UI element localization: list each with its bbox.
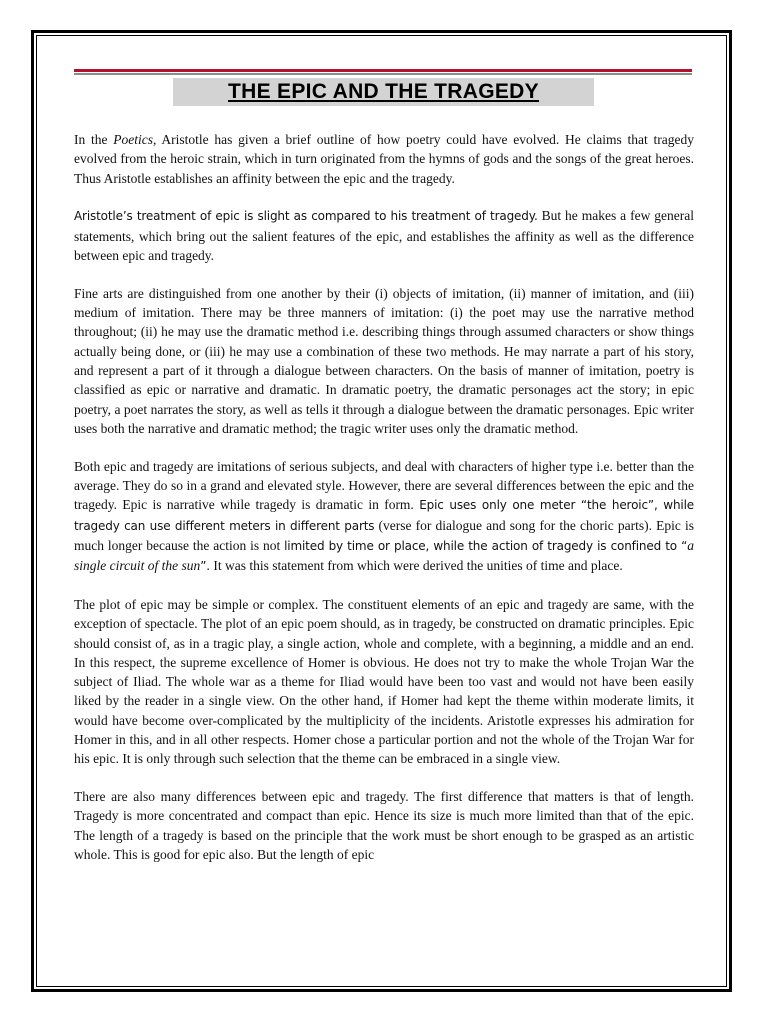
paragraph-1 bbox=[74, 130, 694, 188]
poetics-title: Poetics bbox=[113, 132, 153, 147]
paragraph-4-part-c: (verse for dialogue and song for the choric parts). Epic is much longer because the action is not bbox=[74, 517, 694, 553]
paragraph-1-lead: In the bbox=[74, 132, 114, 147]
paragraph-2 bbox=[74, 206, 694, 265]
single-circuit-quote: a single circuit of the sun bbox=[74, 537, 694, 574]
paragraph-2-text: But he makes a few general statements, which bring out the salient features of the epic, and establishes the affinity as well as the difference between epic and tragedy. bbox=[74, 208, 694, 263]
paragraph-4-part-g: It was this statement from which were derived the unities of time and place. bbox=[209, 558, 623, 574]
paragraph-6: There are also many differences between epic and tragedy. The first difference that matters is that of length. Tragedy is more concentrated and compact than epic. Hence its size is much more limited than that of the epic. The length of a tragedy is based on the principle that the work must be short enough to be grasped as an artistic whole. This is good for epic also. But the length of epic bbox=[74, 789, 694, 862]
paragraph-4 bbox=[74, 457, 694, 577]
header-rule-red bbox=[74, 69, 692, 72]
title-highlight bbox=[173, 78, 594, 106]
page-title: THE EPIC AND THE TRAGEDY bbox=[228, 80, 539, 103]
paragraph-4-part-a: Both epic and tragedy are imitations of serious subjects, and deal with characters of higher type i.e. better than the average. They do so in a grand and elevated style. However, there are several differences between the epic and the tragedy. Epic is narrative while tragedy is dramatic in form. bbox=[74, 458, 694, 513]
paragraph-4-part-f: ”. bbox=[200, 559, 210, 574]
paragraph-1-text: , Aristotle has given a brief outline of how poetry could have evolved. He claims that tragedy evolved from the heroic strain, which in turn originated from the hymns of gods and the songs of the great heroes. Thus Aristotle establishes an affinity between the epic and the tragedy. bbox=[74, 132, 694, 186]
paragraph-3: Fine arts are distinguished from one another by their (i) objects of imitation, (ii) manner of imitation, and (iii) medium of imitation. There may be three manners of imitation: (i) the poet may use the narrative method throughout; (ii) he may use the dramatic method i.e. describing things through assumed characters or show things actually being done, or (iii) he may use a combination of these two methods. He may narrate a part of his story, and represent a part of it through a dialogue between characters. On the basis of manner of imitation, poetry is classified as epic or narrative and dramatic. In dramatic poetry, the dramatic personages act the story; in epic poetry, a poet narrates the story, as well as tells it through a dialogue between the dramatic personages. Epic writer uses both the narrative and dramatic method; the tragic writer uses only the dramatic method. bbox=[74, 285, 694, 436]
paragraph-4-part-d: limited by time or place, while the action of tragedy is confined to “ bbox=[284, 538, 688, 553]
document-body bbox=[74, 130, 694, 883]
header-rule-gray bbox=[74, 73, 692, 75]
paragraph-5: The plot of epic may be simple or complex. The constituent elements of an epic and tragedy are same, with the exception of spectacle. The plot of an epic poem should, as in tragedy, be constructed on dramatic principles. Epic should consist of, as in a tragic play, a single action, whole and complete, with a beginning, a middle and an end. In this respect, the supreme excellence of Homer is obvious. He does not try to make the whole Trojan War the subject of Iliad. The whole war as a theme for Iliad would have been too vast and would not have been easily liked by the reader in a single view. On the other hand, if Homer had kept the theme within moderate limits, it would have become over-complicated by the multiplicity of the incidents. Aristotle expresses his admiration for Homer in this, and in all other respects. Homer chose a particular portion and not the whole of the Trojan War for his epic. It is only through such selection that the theme can be embraced in a single view. bbox=[74, 596, 694, 767]
paragraph-4-part-b: Epic uses only one meter “the heroic”, while tragedy can use different meters in different parts bbox=[74, 498, 695, 533]
paragraph-2-lead: Aristotle’s treatment of epic is slight as compared to his treatment of tragedy. bbox=[74, 209, 538, 224]
